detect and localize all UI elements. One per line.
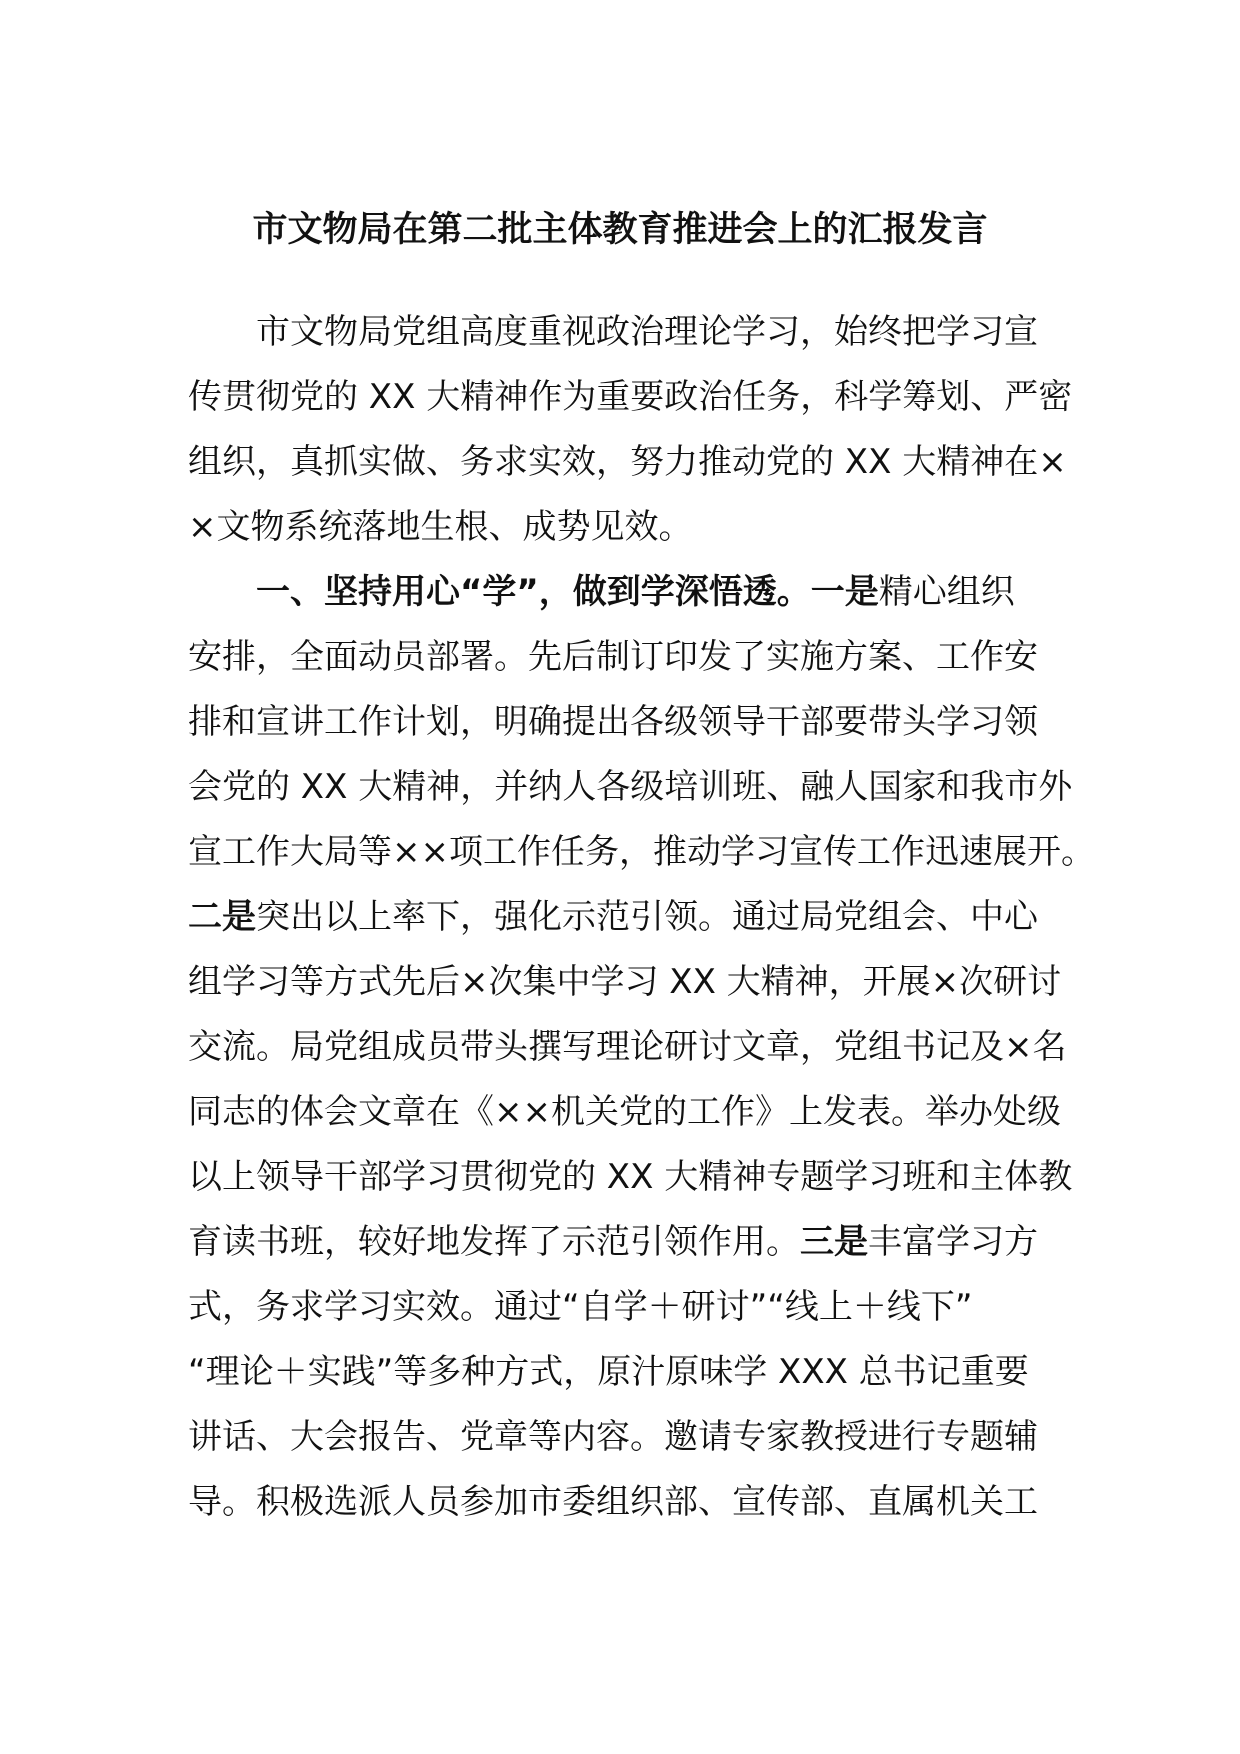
paragraph-line: 传贯彻党的 XX 大精神作为重要政治任务，科学筹划、严密 <box>188 377 1073 417</box>
paragraph-line: 宣工作大局等××项工作任务，推动学习宣传工作迅速展开。 <box>188 832 1095 872</box>
text-run: 突出以上率下，强化示范引领。通过局党组会、中心 <box>256 897 1038 937</box>
paragraph-line <box>188 1210 1068 1275</box>
paragraph-line: “理论＋实践”等多种方式，原汁原味学 XXX 总书记重要 <box>188 1352 1029 1392</box>
point-marker: 二是 <box>188 897 256 937</box>
paragraph-line: 组学习等方式先后×次集中学习 XX 大精神，开展×次研讨 <box>188 962 1062 1002</box>
text-run: 精心组织 <box>878 572 1015 612</box>
text-run: 丰富学习方 <box>868 1222 1038 1262</box>
paragraph-line: 讲话、大会报告、党章等内容。邀请专家教授进行专题辅 <box>188 1417 1038 1457</box>
document-title: 市文物局在第二批主体教育推进会上的汇报发言 <box>252 210 988 250</box>
paragraph-line: 导。积极选派人员参加市委组织部、宣传部、直属机关工 <box>188 1482 1038 1522</box>
point-marker: 三是 <box>800 1222 868 1262</box>
document-body <box>188 300 1095 1535</box>
paragraph-line: 安排，全面动员部署。先后制订印发了实施方案、工作安 <box>188 637 1038 677</box>
paragraph-line: ×文物系统落地生根、成势见效。 <box>188 507 693 547</box>
paragraph-line: 市文物局党组高度重视政治理论学习，始终把学习宣 <box>256 312 1038 352</box>
paragraph-line: 排和宣讲工作计划，明确提出各级领导干部要带头学习领 <box>188 702 1038 742</box>
paragraph-line <box>188 560 1068 625</box>
section-heading: 一、坚持用心“学”，做到学深悟透。 <box>256 572 811 612</box>
paragraph-line: 组织，真抓实做、务求实效，努力推动党的 XX 大精神在× <box>188 442 1067 482</box>
paragraph-line <box>188 885 1068 950</box>
paragraph-line: 式，务求学习实效。通过“自学＋研讨”“线上＋线下” <box>188 1287 973 1327</box>
point-marker: 一是 <box>810 572 879 612</box>
text-run: 育读书班，较好地发挥了示范引领作用。 <box>188 1222 800 1262</box>
paragraph-line: 交流。局党组成员带头撰写理论研讨文章，党组书记及×名 <box>188 1027 1067 1067</box>
paragraph-line: 以上领导干部学习贯彻党的 XX 大精神专题学习班和主体教 <box>188 1157 1073 1197</box>
paragraph-line: 会党的 XX 大精神，并纳人各级培训班、融人国家和我市外 <box>188 767 1073 807</box>
paragraph-line: 同志的体会文章在《××机关党的工作》上发表。举办处级 <box>188 1092 1061 1132</box>
